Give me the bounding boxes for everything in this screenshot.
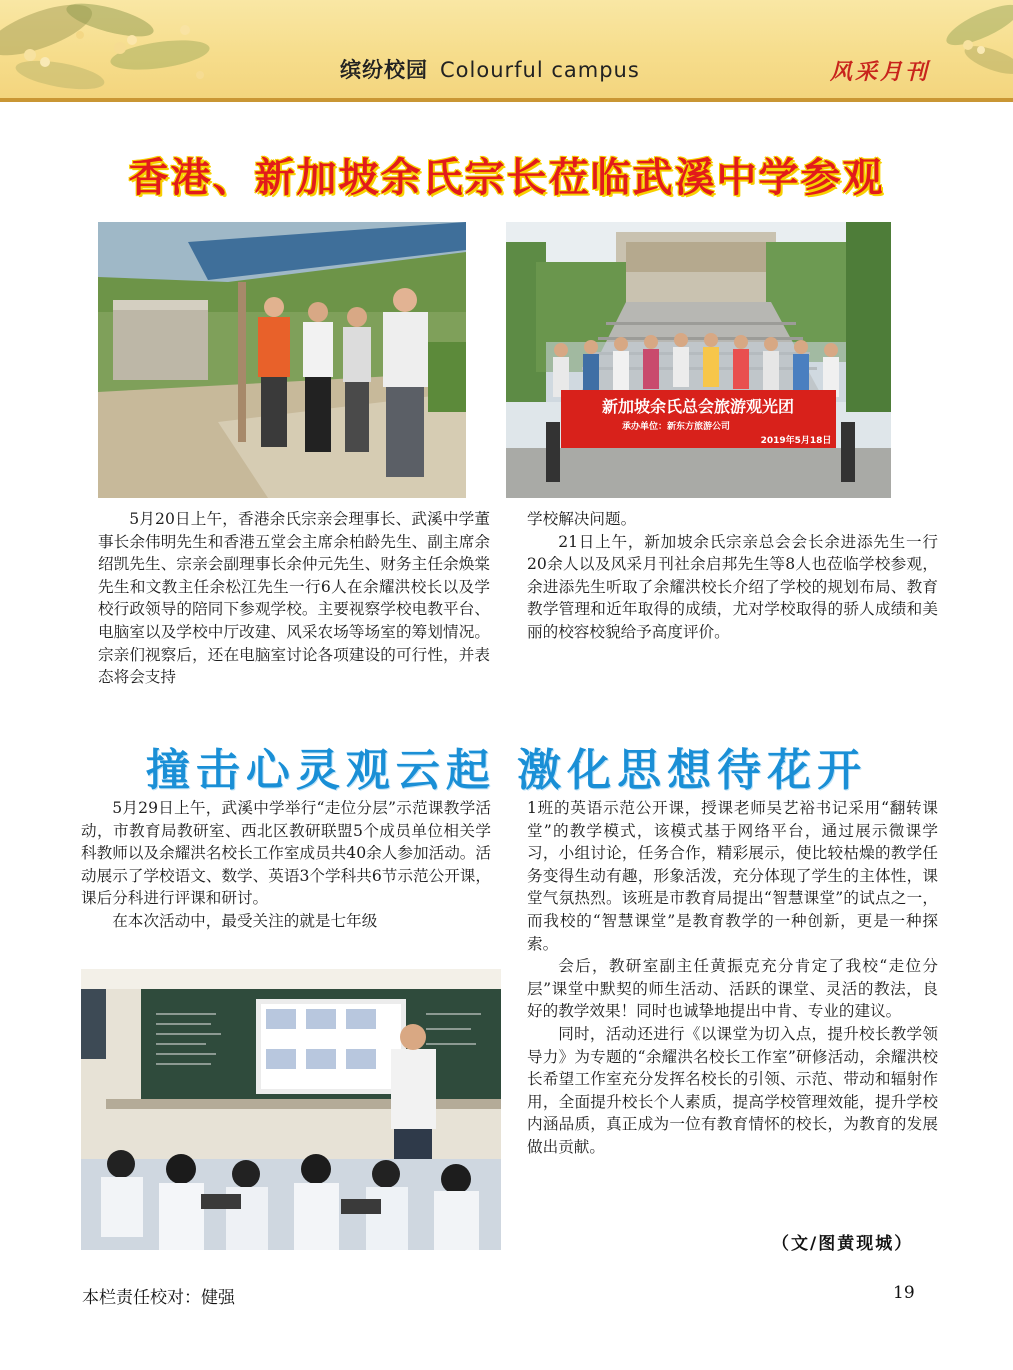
article2-credit: （文/图黄现城） <box>772 1234 914 1254</box>
header-rule <box>0 98 1013 102</box>
article2-column-left <box>81 797 491 933</box>
article1-photo-group <box>506 222 891 498</box>
article2-paragraph-3: 会后，教研室副主任黄振克充分肯定了我校“走位分层”课堂中默契的师生活动、活跃的课堂、灵活的教法，良好的教学效果！同时也诚挚地提出中肯、专业的建议。 <box>527 957 938 1021</box>
footer-proofreader: 本栏责任校对：健强 <box>82 1288 235 1308</box>
article1-paragraph-1-cont: 学校解决问题。 <box>527 510 637 528</box>
article1-paragraph-2: 21日上午，新加坡余氏宗亲总会会长余进添先生一行20余人以及风采月刊社余启邦先生等8人也莅临学校参观，余进添先生听取了余耀洪校长介绍了学校的规划布局、教育教学管理和近年取得的成绩，尤对学校取得的骄人成绩和美丽的校容校貌给予高度评价。 <box>527 532 938 641</box>
tour-banner-date: 2019年5月18日 <box>760 436 832 446</box>
article2-photo-classroom <box>81 969 501 1250</box>
article2-paragraph-2: 在本次活动中，最受关注的就是七年级 <box>112 911 378 930</box>
section-title <box>340 54 640 84</box>
article1-photo-visit <box>98 222 466 498</box>
header-band <box>0 0 1013 98</box>
magazine-name: 风采月刊 <box>830 59 931 85</box>
article1-column-left <box>98 508 490 689</box>
section-title-en: Colourful campus <box>440 58 640 82</box>
article2-column-right <box>527 797 938 1159</box>
article2-paragraph-1: 5月29日上午，武溪中学举行“走位分层”示范课教学活动，市教育局教研室、西北区教研联盟5个成员单位相关学科教师以及余耀洪名校长工作室成员共40余人参加活动。活动展示了学校语文、数学、英语3个学科共6节示范公开课，课后分科进行评课和研讨。 <box>81 799 491 908</box>
page-number: 19 <box>893 1283 915 1303</box>
tour-banner-sub: 承办单位：新东方旅游公司 <box>621 422 731 432</box>
article2-title: 撞击心灵观云起 激化思想待花开 <box>145 745 868 796</box>
article1-column-right <box>527 508 938 644</box>
osmanthus-flower-decoration-right <box>923 0 1013 98</box>
article2-paragraph-2-cont: 1班的英语示范公开课，授课老师吴艺裕书记采用“翻转课堂”的教学模式，该模式基于网络平台，通过展示微课学习，小组讨论，任务合作，精彩展示，使比较枯燥的教学任务变得生动有趣，形象活泼，充分体现了学生的主体性，课堂气氛热烈。该班是市教育局提出“智慧课堂”的试点之一，而我校的“智慧课堂”是教育教学的一种创新，更是一种探索。 <box>527 799 938 953</box>
osmanthus-flower-decoration-left <box>0 0 230 98</box>
article1-paragraph-1: 5月20日上午，香港余氏宗亲会理事长、武溪中学董事长余伟明先生和香港五堂会主席余柏龄先生、副主席余绍凯先生、宗亲会副理事长余仲元先生、财务主任余焕棠先生和文教主任余松江先生一行6人在余耀洪校长以及学校行政领导的陪同下参观学校。主要视察学校电教平台、电脑室以及学校中厅改建、风采农场等场室的筹划情况。宗亲们视察后，还在电脑室讨论各项建设的可行性，并表态将会支持 <box>98 510 490 687</box>
section-title-cn: 缤纷校园 <box>340 58 428 82</box>
tour-banner-title: 新加坡余氏总会旅游观光团 <box>601 397 795 416</box>
article1-title: 香港、新加坡余氏宗长莅临武溪中学参观 <box>128 154 885 201</box>
article2-paragraph-4: 同时，活动还进行《以课堂为切入点，提升校长教学领导力》为专题的“余耀洪名校长工作室”研修活动，余耀洪校长希望工作室充分发挥名校长的引领、示范、带动和辐射作用，全面提升校长个人素质，提高学校管理效能，提升学校内涵品质，真正成为一位有教育情怀的校长，为教育的发展做出贡献。 <box>527 1024 938 1156</box>
